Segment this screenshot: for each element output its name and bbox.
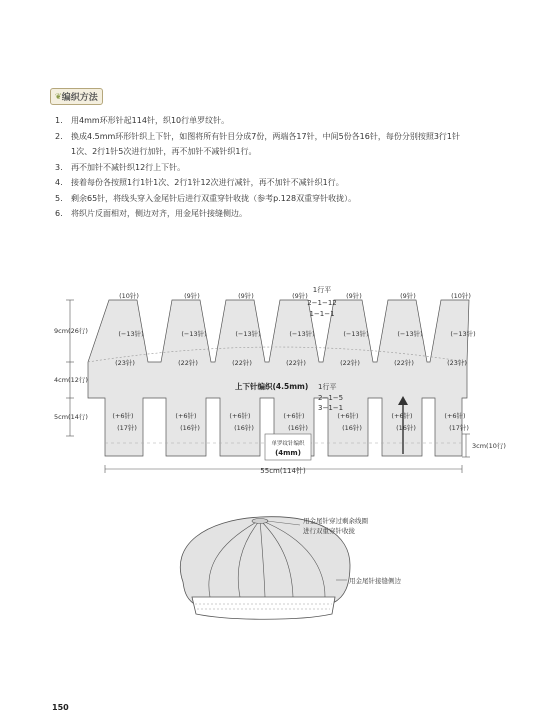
decrease-label: (−13针): [343, 330, 369, 338]
decrease-label: (−13针): [397, 330, 423, 338]
mid-count-label: (22针): [394, 359, 414, 367]
rib-label-line: 单罗纹针编织: [271, 441, 305, 447]
top-count-label: (9针): [346, 292, 362, 300]
leaf-icon: ❦: [55, 91, 62, 101]
bottom-count-label: (16针): [180, 424, 200, 432]
mid-count-label: (22针): [232, 359, 252, 367]
left-dim-label: 9cm(26行): [54, 327, 88, 335]
decrease-label: (−13针): [289, 330, 315, 338]
inc-note-line: 1行平: [318, 383, 337, 391]
top-count-label: (10针): [451, 292, 471, 300]
increase-label: (+6针): [444, 412, 466, 420]
increase-label: (+6针): [175, 412, 197, 420]
mid-count-label: (22针): [178, 359, 198, 367]
increase-label: (+6针): [391, 412, 413, 420]
top-count-label: (9针): [184, 292, 200, 300]
knitted-piece: [88, 300, 469, 456]
instruction-step: 3. 再不加针不减针织12行上下针。: [55, 162, 186, 172]
top-note-line: 2−1−12: [307, 299, 337, 307]
instruction-step: 6. 将织片反面相对，侧边对齐，用金尾针接缝侧边。: [55, 209, 247, 218]
top-count-label: (10针): [119, 292, 139, 300]
center-label: 上下针编织(4.5mm): [235, 382, 309, 391]
bottom-count-label: (16针): [288, 424, 308, 432]
mid-count-label: (22针): [286, 359, 306, 367]
left-dim-label: 5cm(14行): [54, 413, 88, 421]
hat-callout-line: 用金尾针穿过剩余线圈: [303, 517, 368, 525]
bottom-count-label: (17针): [117, 424, 137, 432]
top-note-line: 1−1−1: [309, 310, 335, 318]
bottom-count-label: (16针): [342, 424, 362, 432]
decrease-label: (−13针): [450, 330, 476, 338]
left-dim-label: 4cm(12行): [54, 376, 88, 384]
decrease-label: (−13针): [181, 330, 207, 338]
inc-note-line: 3−1−1: [318, 404, 344, 412]
right-dim-label: 3cm(10行): [472, 442, 506, 450]
section-title: 编织方法: [61, 92, 98, 103]
hat-callout-side: 用金尾针接缝侧边: [349, 577, 401, 585]
page-number: 150: [52, 703, 69, 712]
instruction-step: 1. 用4mm环形针起114针，织10行单罗纹针。: [55, 116, 230, 125]
instruction-step: 2. 换成4.5mm环形针织上下针，如图将所有针目分成7份，两端各17针，中间5份各16针，每份分别按照3行1针 1次、2行1针5次进行加针，再不加针不减针织1行。: [55, 131, 461, 156]
mid-count-label: (23针): [115, 359, 135, 367]
right-dimension: [462, 434, 470, 457]
decrease-label: (−13针): [235, 330, 261, 338]
top-count-label: (9针): [292, 292, 308, 300]
instruction-step: 5. 剩余65针，将线头穿入金尾针后进行双重穿针收拢（参考p.128双重穿针收拢）。: [55, 193, 357, 203]
rib-label-line: (4mm): [275, 449, 301, 457]
decrease-label: (−13针): [118, 330, 144, 338]
piece-outline: [88, 300, 469, 456]
increase-label: (+6针): [229, 412, 251, 420]
increase-label: (+6针): [337, 412, 359, 420]
top-note-line: 1行平: [312, 286, 332, 294]
inc-note-line: 2−1−5: [318, 394, 344, 402]
hat-callout-line: 进行双重穿针收拢: [303, 527, 355, 535]
increase-label: (+6针): [112, 412, 134, 420]
increase-label: (+6针): [283, 412, 305, 420]
bottom-count-label: (17针): [449, 424, 469, 432]
mid-count-label: (22针): [340, 359, 360, 367]
top-count-label: (9针): [238, 292, 254, 300]
width-label: 55cm(114针): [260, 467, 306, 475]
bottom-count-label: (16针): [234, 424, 254, 432]
top-count-label: (9针): [400, 292, 416, 300]
instruction-step: 4. 接着每份各按照1行1针1次、2行1针12次进行减针，再不加针不减针织1行。: [55, 178, 344, 187]
bottom-count-label: (16针): [396, 424, 416, 432]
mid-count-label: (23针): [447, 359, 467, 367]
